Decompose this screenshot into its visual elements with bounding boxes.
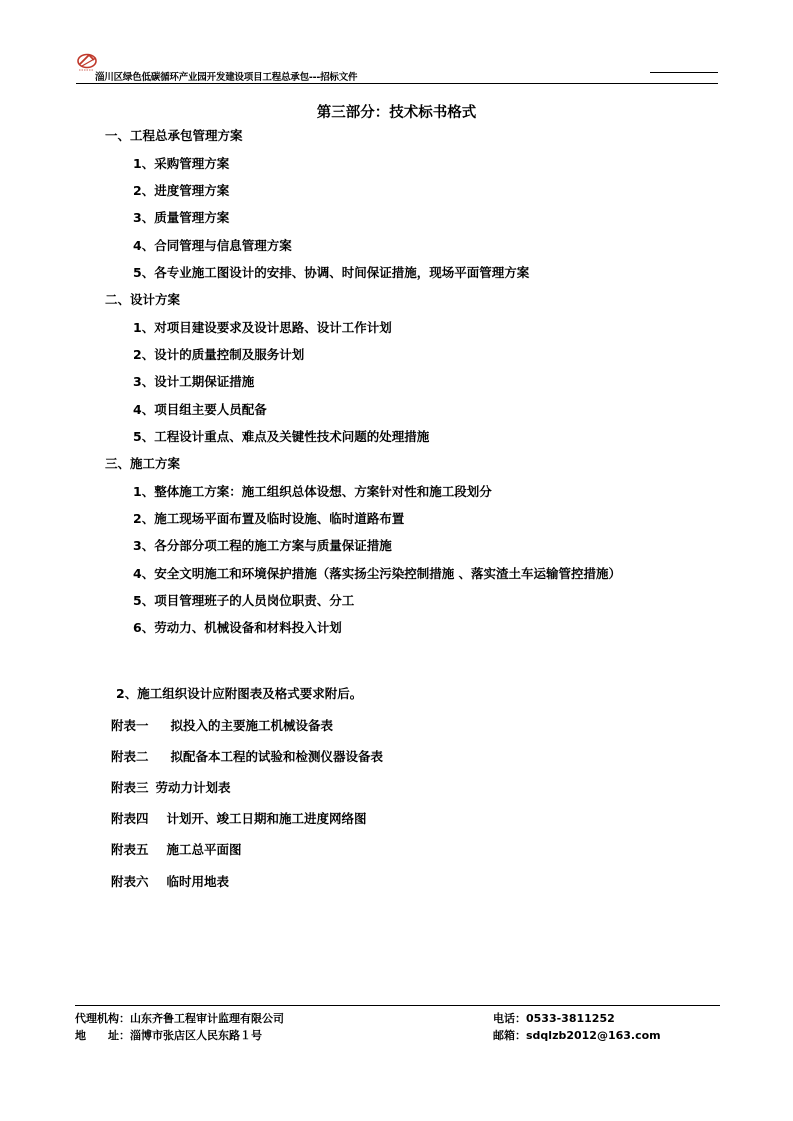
agency-name: 山东齐鲁工程审计监理有限公司 bbox=[130, 1012, 284, 1025]
outline-item: 2、设计的质量控制及服务计划 bbox=[133, 347, 305, 362]
appendix-row bbox=[111, 809, 367, 827]
phone-label: 电话： bbox=[493, 1012, 526, 1025]
appendix-note: 2、施工组织设计应附图表及格式要求附后。 bbox=[116, 686, 363, 701]
page-title: 第三部分：技术标书格式 bbox=[316, 105, 477, 121]
appendix-label: 附表三 bbox=[111, 780, 149, 795]
appendix-label: 附表一 bbox=[111, 718, 149, 733]
phone-line bbox=[493, 1010, 615, 1026]
appendix-text: 施工总平面图 bbox=[166, 842, 242, 857]
appendix-text: 拟配备本工程的试验和检测仪器设备表 bbox=[170, 749, 384, 764]
outline-item: 1、采购管理方案 bbox=[133, 156, 230, 171]
phone-value: 0533-3811252 bbox=[526, 1012, 615, 1025]
appendix-row bbox=[111, 840, 242, 858]
section-heading: 二、设计方案 bbox=[105, 292, 181, 307]
email-label: 邮箱： bbox=[493, 1029, 526, 1042]
appendix-row bbox=[111, 778, 231, 796]
outline-item: 3、设计工期保证措施 bbox=[133, 374, 255, 389]
agency-line bbox=[75, 1010, 284, 1026]
outline-item: 2、进度管理方案 bbox=[133, 183, 230, 198]
outline-item: 2、施工现场平面布置及临时设施、临时道路布置 bbox=[133, 511, 405, 526]
appendix-text: 临时用地表 bbox=[166, 874, 230, 889]
appendix-label: 附表六 bbox=[111, 874, 149, 889]
section-heading: 一、工程总承包管理方案 bbox=[105, 128, 243, 143]
page-header bbox=[76, 52, 718, 86]
appendix-row bbox=[111, 716, 333, 734]
outline-item: 5、各专业施工图设计的安排、协调、时间保证措施，现场平面管理方案 bbox=[133, 265, 530, 280]
outline-item: 5、项目管理班子的人员岗位职责、分工 bbox=[133, 593, 355, 608]
section-heading: 三、施工方案 bbox=[105, 456, 181, 471]
outline-item: 1、整体施工方案：施工组织总体设想、方案针对性和施工段划分 bbox=[133, 484, 492, 499]
appendix-text: 劳动力计划表 bbox=[155, 780, 231, 795]
outline-item: 4、合同管理与信息管理方案 bbox=[133, 238, 292, 253]
header-divider bbox=[76, 83, 718, 84]
address-label: 地 址： bbox=[75, 1029, 130, 1042]
appendix-row bbox=[111, 747, 383, 765]
appendix-text: 拟投入的主要施工机械设备表 bbox=[170, 718, 334, 733]
appendix-text: 计划开、竣工日期和施工进度网络图 bbox=[166, 811, 367, 826]
outline-item: 6、劳动力、机械设备和材料投入计划 bbox=[133, 620, 342, 635]
appendix-label: 附表四 bbox=[111, 811, 149, 826]
footer-divider bbox=[75, 1005, 720, 1006]
header-divider-short bbox=[650, 72, 718, 73]
agency-label: 代理机构： bbox=[75, 1012, 130, 1025]
header-title: 淄川区绿色低碳循环产业园开发建设项目工程总承包---招标文件 bbox=[95, 72, 358, 83]
address-value: 淄博市张店区人民东路１号 bbox=[130, 1029, 262, 1042]
address-line bbox=[75, 1027, 262, 1043]
email-line bbox=[493, 1027, 661, 1043]
outline-item: 3、各分部分项工程的施工方案与质量保证措施 bbox=[133, 538, 392, 553]
outline-item: 4、项目组主要人员配备 bbox=[133, 402, 267, 417]
appendix-label: 附表五 bbox=[111, 842, 149, 857]
email-value: sdqlzb2012@163.com bbox=[526, 1029, 661, 1042]
outline-item: 1、对项目建设要求及设计思路、设计工作计划 bbox=[133, 320, 392, 335]
outline-item: 3、质量管理方案 bbox=[133, 210, 230, 225]
appendix-row bbox=[111, 872, 229, 890]
outline-item: 5、工程设计重点、难点及关键性技术问题的处理措施 bbox=[133, 429, 430, 444]
appendix-label: 附表二 bbox=[111, 749, 149, 764]
outline-item: 4、安全文明施工和环境保护措施（落实扬尘污染控制措施 、落实渣土车运输管控措施） bbox=[133, 566, 622, 581]
